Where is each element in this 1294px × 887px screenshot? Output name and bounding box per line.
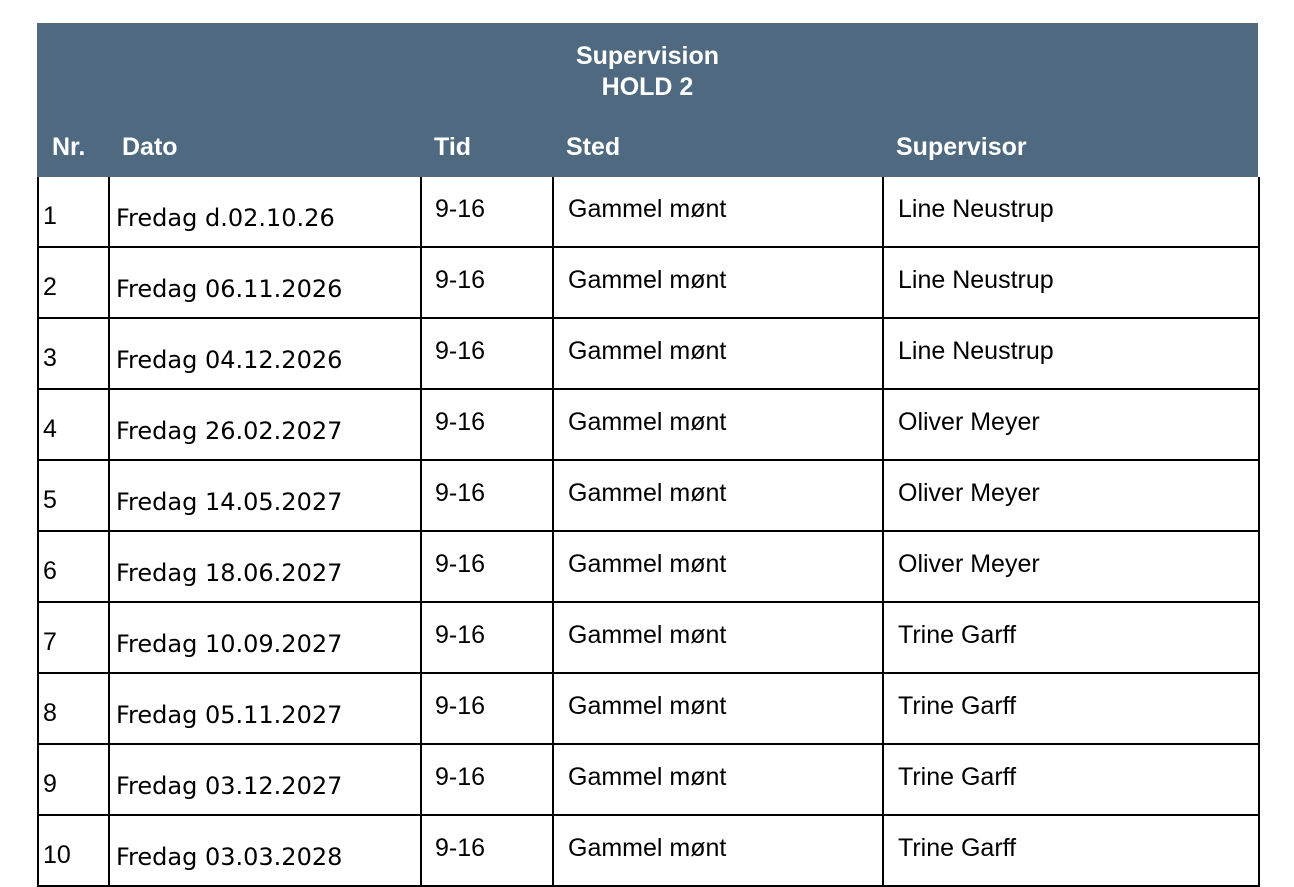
cell-nr: 1 (38, 177, 109, 247)
table-row (38, 247, 1259, 318)
cell-sted: Gammel mønt (553, 744, 883, 815)
table-row (38, 531, 1259, 602)
cell-sted: Gammel mønt (553, 177, 883, 247)
column-header-tid: Tid (434, 133, 472, 161)
cell-supervisor: Line Neustrup (883, 247, 1259, 318)
cell-supervisor: Line Neustrup (883, 318, 1259, 389)
cell-supervisor: Trine Garff (883, 744, 1259, 815)
title-line-1: Supervision (575, 42, 720, 70)
cell-dato: Fredag d.02.10.26 (109, 177, 421, 247)
column-header-nr: Nr. (52, 133, 86, 161)
cell-sted: Gammel mønt (553, 318, 883, 389)
column-header-sted: Sted (566, 133, 621, 161)
table-title (37, 41, 1258, 103)
cell-sted: Gammel mønt (553, 602, 883, 673)
cell-supervisor: Trine Garff (883, 602, 1259, 673)
cell-nr: 9 (38, 744, 109, 815)
cell-tid: 9-16 (421, 460, 553, 531)
table-header (37, 23, 1258, 177)
cell-dato: Fredag 04.12.2026 (109, 318, 421, 389)
cell-supervisor: Line Neustrup (883, 177, 1259, 247)
cell-sted: Gammel mønt (553, 247, 883, 318)
cell-sted: Gammel mønt (553, 673, 883, 744)
column-header-supervisor: Supervisor (896, 133, 1027, 161)
table-body (38, 177, 1259, 886)
cell-tid: 9-16 (421, 815, 553, 886)
cell-nr: 4 (38, 389, 109, 460)
cell-dato: Fredag 03.12.2027 (109, 744, 421, 815)
cell-dato: Fredag 05.11.2027 (109, 673, 421, 744)
cell-nr: 2 (38, 247, 109, 318)
schedule-table (37, 177, 1260, 887)
cell-supervisor: Oliver Meyer (883, 389, 1259, 460)
cell-tid: 9-16 (421, 744, 553, 815)
cell-tid: 9-16 (421, 531, 553, 602)
cell-nr: 7 (38, 602, 109, 673)
cell-dato: Fredag 03.03.2028 (109, 815, 421, 886)
table-row (38, 177, 1259, 247)
cell-nr: 10 (38, 815, 109, 886)
cell-nr: 6 (38, 531, 109, 602)
table-row (38, 815, 1259, 886)
cell-supervisor: Trine Garff (883, 815, 1259, 886)
cell-supervisor: Oliver Meyer (883, 531, 1259, 602)
table-row (38, 389, 1259, 460)
cell-dato: Fredag 26.02.2027 (109, 389, 421, 460)
title-line-2: HOLD 2 (601, 73, 694, 101)
cell-tid: 9-16 (421, 602, 553, 673)
cell-supervisor: Trine Garff (883, 673, 1259, 744)
cell-dato: Fredag 10.09.2027 (109, 602, 421, 673)
cell-nr: 3 (38, 318, 109, 389)
cell-sted: Gammel mønt (553, 389, 883, 460)
cell-dato: Fredag 18.06.2027 (109, 531, 421, 602)
cell-tid: 9-16 (421, 673, 553, 744)
cell-tid: 9-16 (421, 177, 553, 247)
schedule-sheet (37, 23, 1258, 887)
cell-tid: 9-16 (421, 247, 553, 318)
column-header-dato: Dato (122, 133, 178, 161)
cell-nr: 8 (38, 673, 109, 744)
cell-tid: 9-16 (421, 318, 553, 389)
table-row (38, 744, 1259, 815)
cell-dato: Fredag 14.05.2027 (109, 460, 421, 531)
cell-sted: Gammel mønt (553, 815, 883, 886)
table-row (38, 602, 1259, 673)
table-row (38, 673, 1259, 744)
cell-dato: Fredag 06.11.2026 (109, 247, 421, 318)
cell-sted: Gammel mønt (553, 531, 883, 602)
table-row (38, 318, 1259, 389)
cell-tid: 9-16 (421, 389, 553, 460)
cell-sted: Gammel mønt (553, 460, 883, 531)
table-row (38, 460, 1259, 531)
cell-nr: 5 (38, 460, 109, 531)
cell-supervisor: Oliver Meyer (883, 460, 1259, 531)
